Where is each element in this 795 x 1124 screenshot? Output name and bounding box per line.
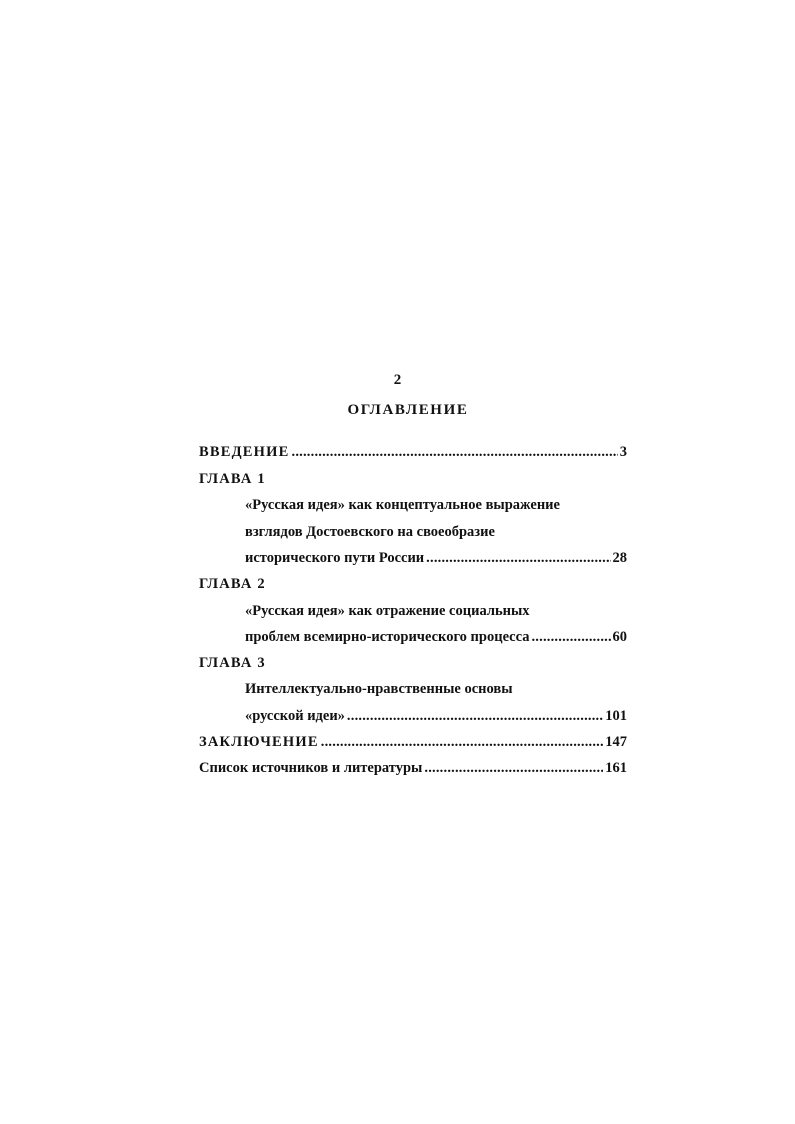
dot-leader xyxy=(424,756,603,780)
toc-entry-label: Список источников и литературы xyxy=(199,760,423,776)
toc-entry-intro xyxy=(199,440,627,464)
dot-leader xyxy=(292,440,618,464)
dot-leader xyxy=(321,730,603,754)
chapter-1-heading: ГЛАВА 1 xyxy=(199,471,266,487)
dot-leader xyxy=(426,546,610,570)
chapter-3-heading: ГЛАВА 3 xyxy=(199,655,266,671)
toc-entry-page: 101 xyxy=(605,708,627,724)
dot-leader xyxy=(347,704,603,728)
toc-entry-page: 3 xyxy=(619,444,627,460)
chapter-3-line-2: «русской идеи» xyxy=(245,708,345,724)
toc-entry-chapter-1 xyxy=(245,546,627,570)
toc-entry-page: 147 xyxy=(605,734,627,750)
chapter-1-line-3: исторического пути России xyxy=(245,550,425,566)
toc-entry-page: 60 xyxy=(612,629,627,645)
toc-entry-conclusion xyxy=(199,730,627,754)
toc-entry-label: ЗАКЛЮЧЕНИЕ xyxy=(199,734,319,750)
toc-entry-chapter-2 xyxy=(245,625,627,649)
dot-leader xyxy=(531,625,610,649)
chapter-2-heading: ГЛАВА 2 xyxy=(199,576,266,592)
toc-entry-sources xyxy=(199,756,627,780)
toc-entry-page: 28 xyxy=(612,550,627,566)
toc-entry-chapter-3 xyxy=(245,704,627,728)
toc-entry-page: 161 xyxy=(605,760,627,776)
chapter-2-line-2: проблем всемирно-исторического процесса xyxy=(245,629,530,645)
page-number: 2 xyxy=(393,372,402,388)
chapter-2-line-1: «Русская идея» как отражение социальных xyxy=(245,603,530,619)
chapter-1-line-1: «Русская идея» как концептуальное выражение xyxy=(245,497,560,513)
toc-entry-label: ВВЕДЕНИЕ xyxy=(199,444,290,460)
chapter-3-line-1: Интеллектуально-нравственные основы xyxy=(245,681,513,697)
chapter-1-line-2: взглядов Достоевского на своеобразие xyxy=(245,524,495,540)
toc-title: ОГЛАВЛЕНИЕ xyxy=(347,402,469,418)
